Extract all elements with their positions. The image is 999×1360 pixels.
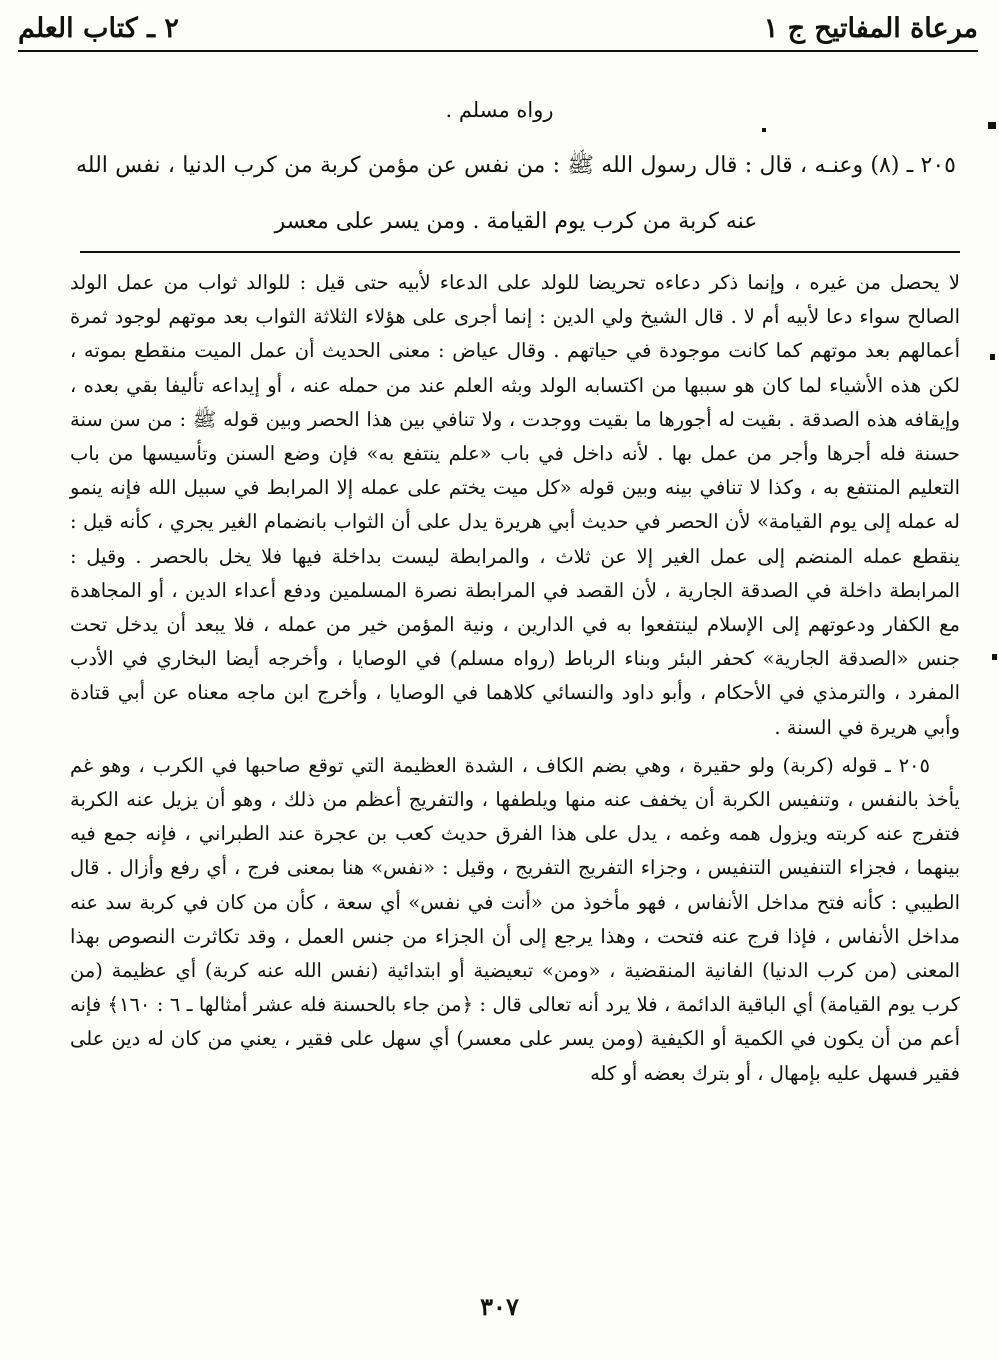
chapter-title: ٢ ـ كتاب العلم (18, 12, 179, 44)
scan-mark (992, 654, 997, 660)
running-header (18, 6, 978, 50)
scan-mark (990, 354, 995, 360)
scan-mark (762, 128, 766, 132)
header-rule (18, 50, 978, 52)
page-number: ٣٠٧ (480, 1292, 519, 1321)
scan-mark (988, 122, 996, 129)
commentary-paragraph-2: ٢٠٥ ـ قوله (كربة) ولو حقيرة ، وهي بضم الكاف ، الشدة العظيمة التي توقع صاحبها في الكرب ، وهو غم يأخذ بالنفس ، وتنفيس الكربة أن يخفف عنه منها ويلطفها ، والتفريج أعظم من ذلك ، وهو أن يزيل عنه الكربة فتفرج عنه كربته ويزول همه وغمه ، يدل على هذا الفرق حديث كعب بن عجرة عند الطبراني ، فإنه جمع فيه بينهما ، فجزاء التنفيس التنفيس ، وجزاء التفريج التفريج ، وقيل : «نفس» هنا بمعنى فرج ، أي رفع وأزال . قال الطيبي : كأنه فتح مداخل الأنفاس ، فهو مأخوذ من «أنت في نفس» أي سعة ، كأن من كان في كربة سد عنه مداخل الأنفاس ، فإذا فرج عنه فتحت ، وهذا يرجع إلى أن الجزاء من جنس العمل ، وقد تكاثرت النصوص بهذا المعنى (من كرب الدنيا) الفانية المنقضية ، «ومن» تبعيضية أو ابتدائية (نفس الله عنه كربة) أي عظيمة (من كرب يوم القيامة) أي الباقية الدائمة ، فلا يرد أنه تعالى قال : ﴿من جاء بالحسنة فله عشر أمثالها ـ ٦ : ١٦٠﴾ فإنه أعم من أن يكون في الكمية أو الكيفية (ومن يسر على معسر) أي سهل على فقير ، يعني من كان له دين على فقير فسهل عليه بإمهال ، أو بترك بعضه أو كله (70, 753, 960, 1085)
book-title: مرعاة المفاتيح ج ١ (763, 12, 978, 44)
section-divider (80, 251, 960, 253)
commentary-paragraph-1: لا يحصل من غيره ، وإنما ذكر دعاءه تحريضا للولد على الدعاء لأبيه حتى قيل : للوالد ثواب من عمل الولد الصالح سواء دعا لأبيه أم لا . قال الشيخ ولي الدين : إنما أجرى على هؤلاء الثلاثة الثواب بعد موتهم لوجود ثمرة أعمالهم بعد موتهم كما كانت موجودة في حياتهم . وقال عياض : معنى الحديث أن عمل الميت منقطع بموته ، لكن هذه الأشياء لما كان هو سببها من اكتسابه الولد وبثه العلم عند من حمله عنه ، أو إيداعه تأليفا بقي بعده ، وإيقافه هذه الصدقة . بقيت له أجورها ما بقيت ووجدت ، ولا تنافي بين هذا الحصر وبين قوله ﷺ : من سن سنة حسنة فله أجرها وأجر من عمل بها . لأنه داخل في باب «علم ينتفع به» فإن وضع السنن وتأسيسها من باب التعليم المنتفع به ، وكذا لا تنافي بينه وبين قوله «كل ميت يختم على عمله إلا المرابط في سبيل الله فإنه ينمو له عمله إلى يوم القيامة» لأن الحصر في حديث أبي هريرة يدل على أن الثواب بانضمام الغير يجري ، كأنه قيل : ينقطع عمله المنضم إلى عمل الغير إلا عن ثلاث ، والمرابطة ليست بداخلة فيها فلا يخل بالحصر . وقيل : المرابطة داخلة في الصدقة الجارية ، لأن القصد في المرابطة نصرة المسلمين ودفع أعداء الدين ، أو المجاهدة مع الكفار ودعوتهم إلى الإسلام لينتفعوا به في الدارين ، ونية المؤمن خير من عمله ، فلا يبعد أن يدخل تحت جنس «الصدقة الجارية» كحفر البئر وبناء الرباط (رواه مسلم) في الوصايا ، وأخرجه أيضا البخاري في الأدب المفرد ، والترمذي في الأحكام ، وأبو داود والنسائي كلاهما في الوصايا ، وأخرج ابن ماجه معناه عن أبي قتادة وأبي هريرة في السنة . (70, 271, 961, 739)
hadith-text: ٢٠٥ ـ (٨) وعنـه ، قال : قال رسول الله ﷺ : من نفس عن مؤمن كربة من كرب الدنيا ، نفس الله عنه كربة من كرب يوم القيامة . ومن يسر على معسر (76, 153, 956, 234)
commentary-block (70, 266, 960, 1091)
source-line: رواه مسلم . (445, 98, 554, 122)
